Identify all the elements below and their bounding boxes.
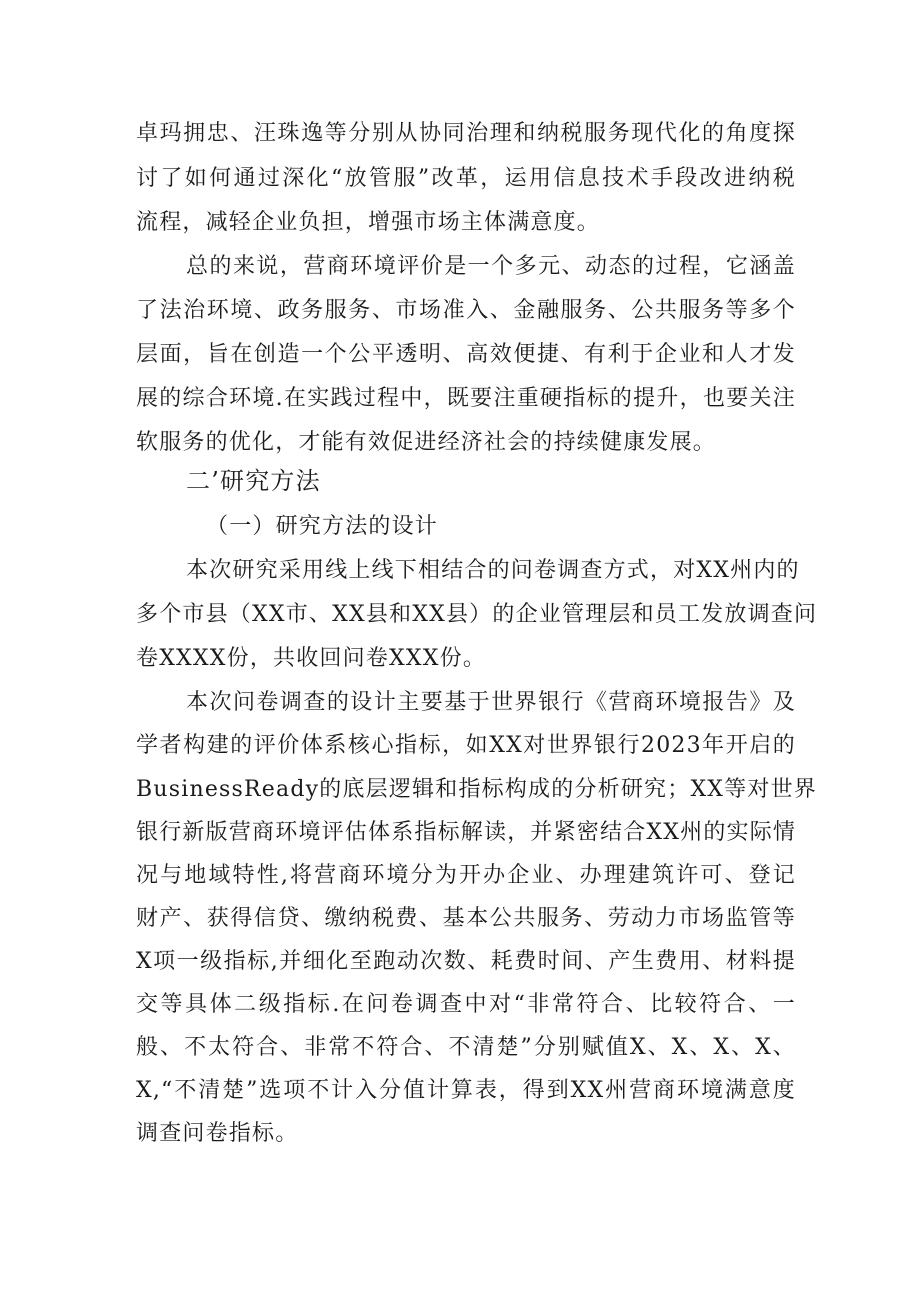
paragraph-line: BusinessReady的底层逻辑和指标构成的分析研究；XX等对世界 (136, 777, 817, 802)
paragraph-line: 展的综合环境.在实践过程中，既要注重硬指标的提升，也要关注 (136, 386, 796, 411)
paragraph-line: 讨了如何通过深化“放管服”改革，运用信息技术手段改进纳税 (136, 166, 796, 191)
paragraph-line: 本次研究采用线上线下相结合的问卷调查方式，对XX州内的 (186, 558, 800, 583)
paragraph-line: 卓玛拥忠、汪珠逸等分别从协同治理和纳税服务现代化的角度探 (136, 121, 796, 146)
paragraph-line: 交等具体二级指标.在问卷调查中对“非常符合、比较符合、一 (136, 992, 796, 1017)
paragraph-line: 多个市县（XX市、XX县和XX县）的企业管理层和员工发放调查问 (136, 602, 818, 627)
subsection-heading: （一）研究方法的设计 (206, 514, 439, 539)
paragraph-line: 学者构建的评价体系核心指标，如XX对世界银行2023年开启的 (136, 733, 796, 758)
paragraph-line: 本次问卷调查的设计主要基于世界银行《营商环境报告》及 (186, 690, 796, 715)
paragraph-line: 总的来说，营商环境评价是一个多元、动态的过程，它涵盖 (186, 254, 796, 279)
paragraph-line: 调查问卷指标。 (136, 1121, 299, 1146)
paragraph-line: 层面，旨在创造一个公平透明、高效便捷、有利于企业和人才发 (136, 342, 796, 367)
paragraph-line: 流程，减轻企业负担，增强市场主体满意度。 (136, 210, 601, 235)
paragraph-line: 般、不太符合、非常不符合、不清楚”分别赋值X、X、X、X、 (136, 1035, 796, 1060)
paragraph-line: 财产、获得信贷、缴纳税费、基本公共服务、劳动力市场监管等 (136, 906, 796, 931)
paragraph-line: X,“不清楚”选项不计入分值计算表，得到XX州营商环境满意度 (136, 1078, 796, 1103)
paragraph-line: 了法治环境、政务服务、市场准入、金融服务、公共服务等多个 (136, 298, 796, 323)
paragraph-line: 软服务的优化，才能有效促进经济社会的持续健康发展。 (136, 430, 717, 455)
paragraph-line: 卷XXXX份，共收回问卷XXX份。 (136, 646, 487, 671)
paragraph-line: 银行新版营商环境评估体系指标解读，并紧密结合XX州的实际情 (136, 820, 797, 845)
paragraph-line: X项一级指标,并细化至跑动次数、耗费时间、产生费用、材料提 (136, 949, 796, 974)
section-heading: 二’研究方法 (186, 467, 321, 495)
paragraph-line: 况与地域特性,将营商环境分为开办企业、办理建筑许可、登记 (136, 863, 796, 888)
